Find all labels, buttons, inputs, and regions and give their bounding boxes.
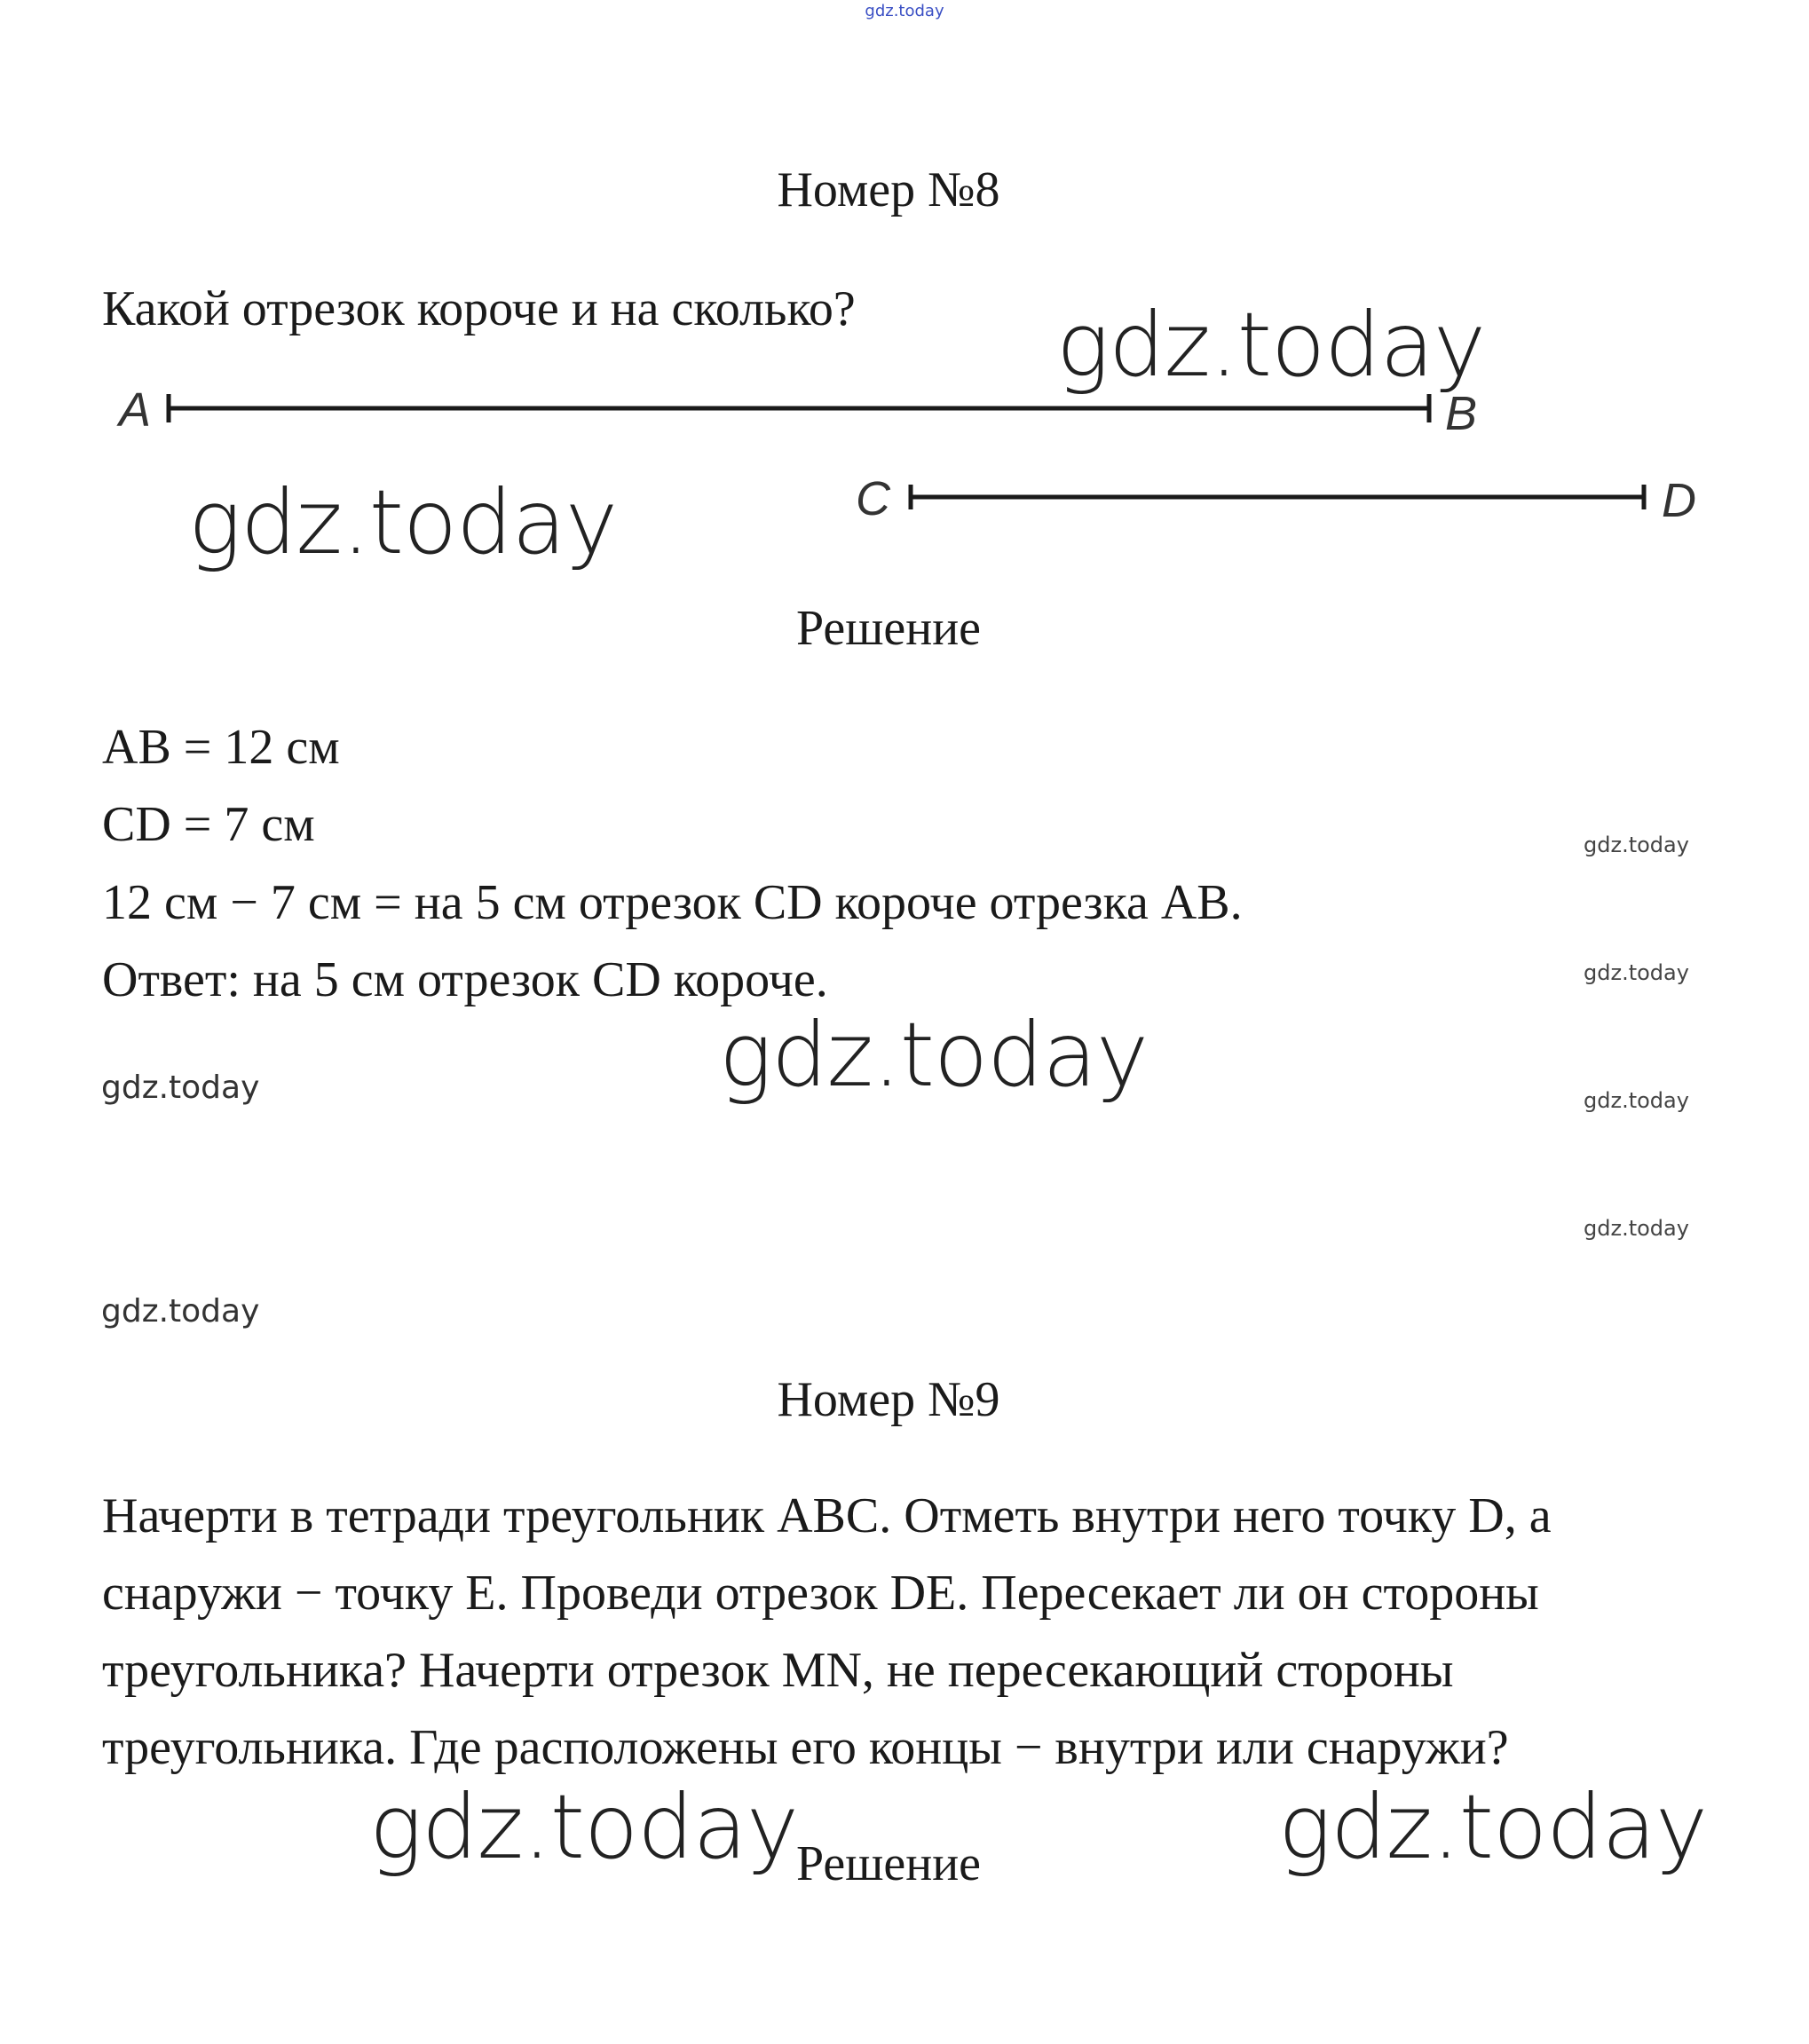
- solution-line-1: AB = 12 см: [102, 720, 340, 775]
- problem-8-heading: Номер №8: [777, 162, 1000, 217]
- problem-8-question: Какой отрезок короче и на сколько?: [102, 281, 856, 336]
- watermark-big-1: gdz.today: [1056, 293, 1486, 397]
- answer-line: Ответ: на 5 см отрезок CD короче.: [102, 952, 828, 1007]
- watermark-tiny-2: gdz.today: [1584, 960, 1689, 985]
- problem-8-solution-heading: Решение: [795, 601, 982, 656]
- watermark-tiny-3: gdz.today: [1584, 1088, 1689, 1113]
- watermark-small-1: gdz.today: [101, 1069, 260, 1106]
- problem-9-text: Начерти в тетради треугольник ABC. Отметь внутри него точку D, а снаружи − точку E. Проведи отрезок DE. Пересекает ли он стороны треугольника? Начерти отрезок MN, не пересекающий стороны треугольника. Где расположены его концы − внутри или снаружи?: [102, 1488, 1552, 1775]
- point-b-label: B: [1445, 387, 1478, 440]
- watermark-big-5: gdz.today: [1278, 1775, 1708, 1879]
- watermark-big-3: gdz.today: [719, 1003, 1149, 1107]
- watermark-big-2: gdz.today: [188, 470, 618, 574]
- watermark-big-4: gdz.today: [369, 1775, 799, 1879]
- problem-9-solution-heading: Решение: [795, 1836, 982, 1891]
- watermark-tiny-4: gdz.today: [1584, 1216, 1689, 1241]
- problem-9-heading: Номер №9: [777, 1372, 1000, 1427]
- solution-line-3: 12 см − 7 см = на 5 см отрезок CD короче отрезка AB.: [102, 875, 1243, 930]
- solution-line-2: CD = 7 см: [102, 797, 315, 852]
- watermark-tiny-1: gdz.today: [1584, 833, 1689, 857]
- segment-cd: [856, 472, 1696, 527]
- point-a-label: A: [119, 383, 152, 437]
- point-d-label: D: [1662, 474, 1696, 527]
- top-watermark: gdz.today: [865, 2, 944, 20]
- point-c-label: C: [856, 472, 890, 525]
- watermark-small-2: gdz.today: [101, 1293, 260, 1330]
